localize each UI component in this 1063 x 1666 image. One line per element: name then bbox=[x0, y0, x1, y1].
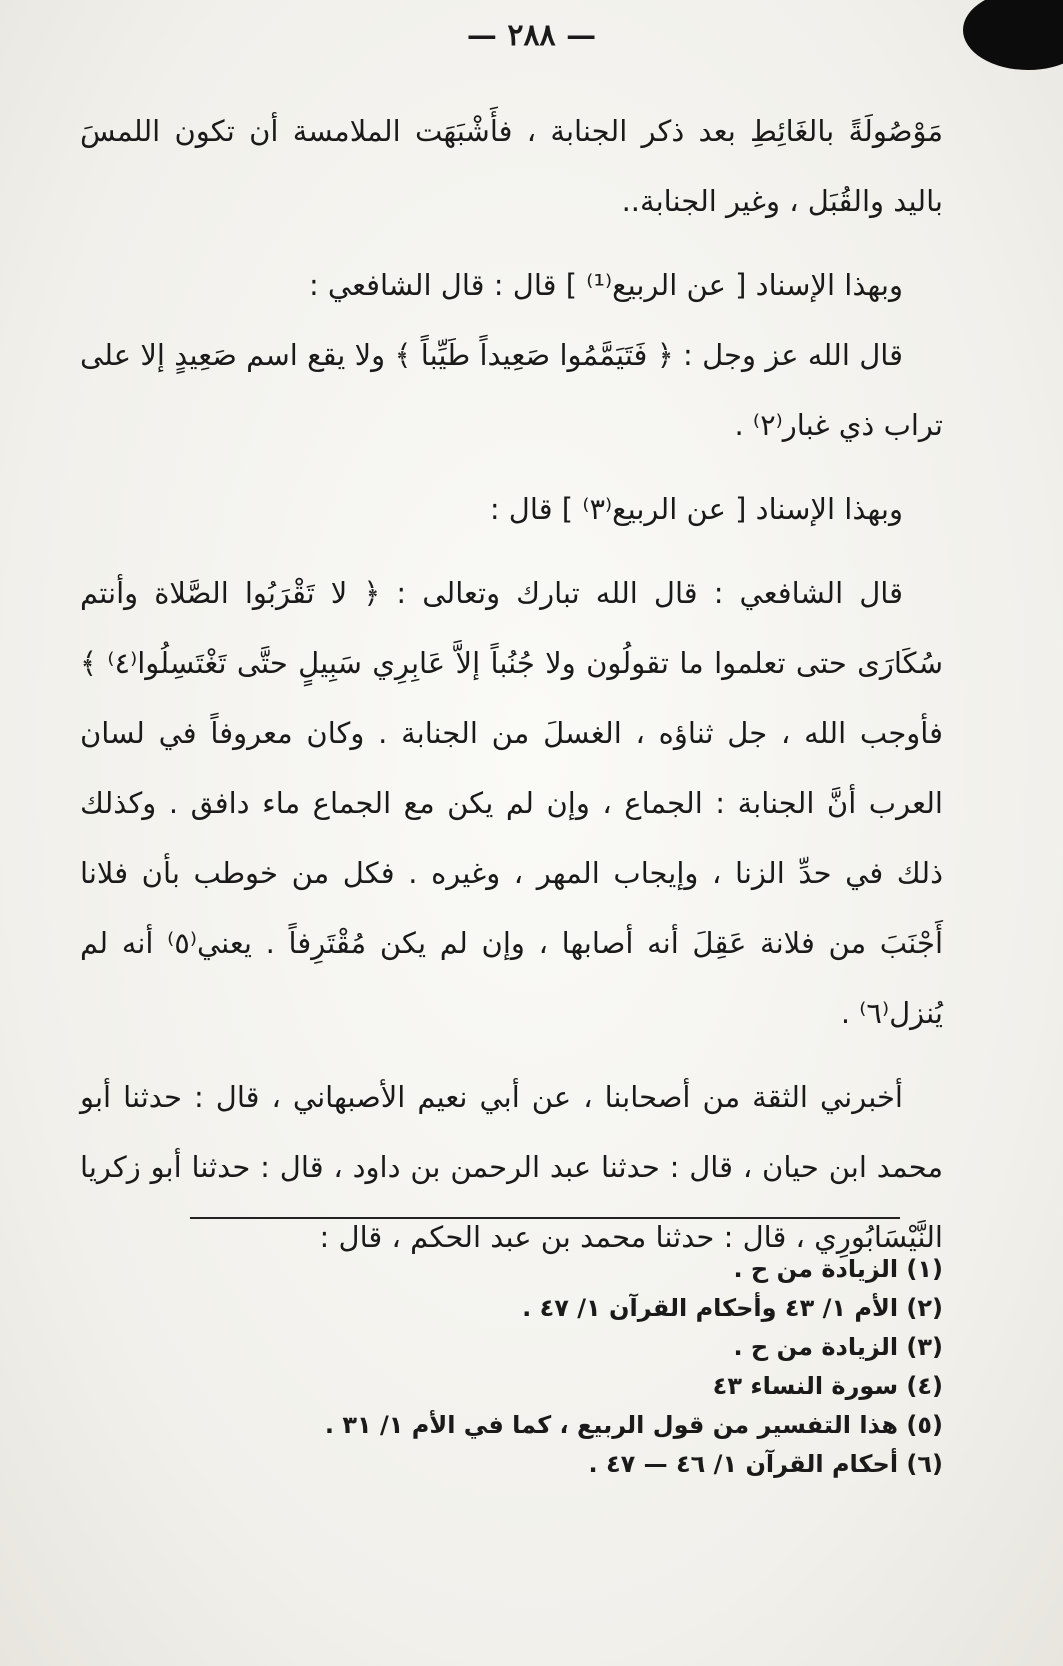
footnote-5: (٥) هذا التفسير من قول الربيع ، كما في الأم ١/ ٣١ . bbox=[324, 1411, 943, 1439]
footnote-6: (٦) أحكام القرآن ١/ ٤٦ — ٤٧ . bbox=[588, 1450, 943, 1478]
page-number: — ٢٨٨ — bbox=[466, 18, 597, 53]
paragraph-janaba: قال الشافعي : قال الله تبارك وتعالى : ﴿ لا تَقْرَبُوا الصَّلاة وأنتم سُكَارَى حتى تعلموا ما تقولُون ولا جُنُباً إلاَّ عَابِرِي سَبِيلٍ حتَّى تَغْتَسِلُوا⁽٤⁾ ﴾فأوجب الله ، جل ثناؤه ، الغسلَ من الجنابة . وكان معروفاً في لسان العرب أنَّ الجنابة : الجماع ، وإن لم يكن مع الجماع ماء دافق . وكذلك ذلك في حدِّ الزنا ، وإيجاب المهر ، وغيره . فكل من خوطب بأن فلانا أَجْنَبَ من فلانة عَقِلَ أنه أصابها ، وإن لم يكن مُقْتَرِفاً . يعني⁽٥⁾ أنه لم يُنزل⁽٦⁾ . bbox=[80, 576, 944, 1030]
footnote-divider bbox=[190, 1217, 900, 1219]
paragraph-tayammum: قال الله عز وجل : ﴿ فَتَيَمَّمُوا صَعِيداً طَيِّباً ﴾ ولا يقع اسم صَعِيدٍ إلا على تراب ذي غبار⁽٢⁾ . bbox=[80, 338, 943, 442]
footnote-3: (٣) الزيادة من ح . bbox=[733, 1333, 943, 1361]
footnotes bbox=[80, 1250, 943, 1484]
footnote-4: (٤) سورة النساء ٤٣ bbox=[712, 1372, 943, 1400]
paragraph-isnad-2: وبهذا الإسناد [ عن الربيع⁽٣⁾ ] قال : bbox=[489, 492, 903, 526]
paragraph-continuation: مَوْصُولَةً بالغَائِطِ بعد ذكر الجنابة ، فأَشْبَهَت الملامسة أن تكون اللمسَ باليد والقُبَل ، وغير الجنابة.. bbox=[80, 114, 943, 218]
footnote-1: (١) الزيادة من ح . bbox=[733, 1255, 943, 1283]
paragraph-chain: أخبرني الثقة من أصحابنا ، عن أبي نعيم الأصبهاني ، قال : حدثنا أبو محمد ابن حيان ، قال : حدثنا عبد الرحمن بن داود ، قال : حدثنا أبو زكريا النَّيْسَابُورِي ، قال : حدثنا محمد بن عبد الحكم ، قال : bbox=[80, 1080, 943, 1254]
main-text bbox=[80, 96, 943, 1272]
paragraph-isnad-1: وبهذا الإسناد [ عن الربيع⁽¹⁾ ] قال : قال الشافعي : bbox=[308, 268, 903, 302]
footnote-2: (٢) الأم ١/ ٤٣ وأحكام القرآن ١/ ٤٧ . bbox=[522, 1294, 943, 1322]
